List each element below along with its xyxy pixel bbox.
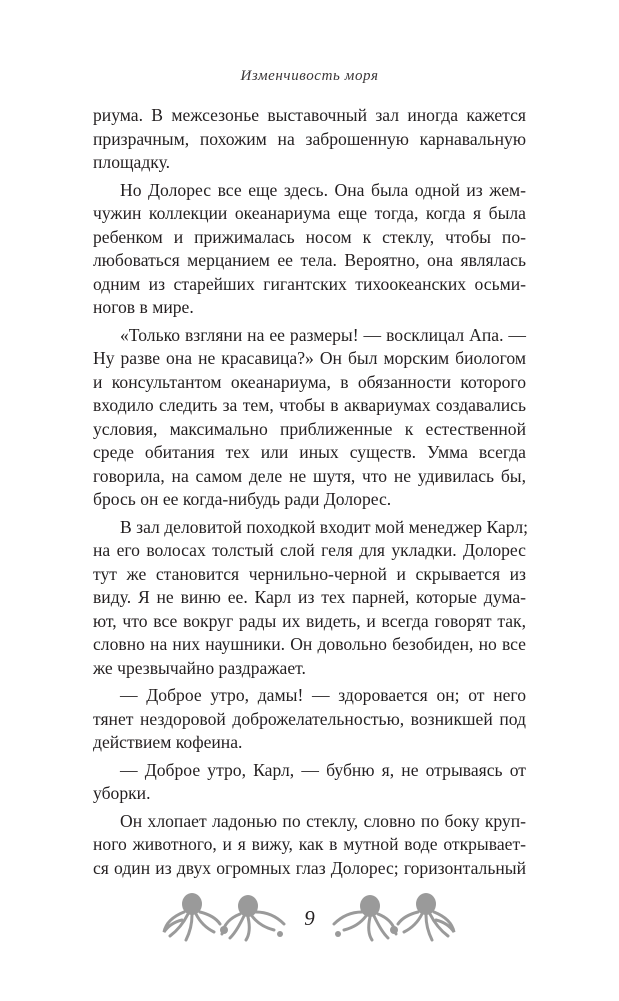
- octopus-ornament-right-icon: [328, 890, 458, 944]
- running-title: Изменчивость моря: [240, 68, 379, 84]
- text-line: «Только взгляни на ее размеры! — восклицал Апа. —: [120, 324, 526, 345]
- text-line: Но Долорес все еще здесь. Она была одной из жем-: [120, 179, 526, 200]
- text-line: ют, что все вокруг рады их видеть, и всегда говорят так,: [93, 610, 526, 631]
- text-line: уборки.: [93, 783, 151, 803]
- text-line: ся один из двух огромных глаз Долорес; горизонтальный: [93, 857, 526, 878]
- text-line: словно на них наушники. Он довольно безобиден, но все: [93, 634, 526, 654]
- text-line: на его волосах толстый слой геля для укладки. Долорес: [93, 540, 526, 560]
- text-line: риума. В межсезонье выставочный зал иногда кажется: [93, 105, 526, 125]
- page-footer: [0, 890, 619, 950]
- text-line: брось он ее когда-нибудь ради Долорес.: [93, 489, 392, 509]
- text-line: любоваться мерцанием ее тела. Вероятно, она являлась: [93, 250, 526, 270]
- text-line: входило следить за тем, чтобы в аквариумах создавались: [93, 395, 526, 415]
- text-line: виду. Я не виню ее. Карл из тех парней, которые дума-: [93, 587, 526, 607]
- text-line: тут же становится чернильно-черной и скрывается из: [93, 563, 526, 584]
- text-line: — Доброе утро, Карл, — бубню я, не отрываясь от: [120, 759, 526, 780]
- text-line: говорила, на самом деле не шутя, что не удивилась бы,: [93, 465, 526, 486]
- text-line: Ну разве она не красавица?» Он был морским биологом: [93, 348, 526, 368]
- text-line: одним из старейших гигантских тихоокеанских осьми-: [93, 273, 526, 294]
- text-line: же чрезвычайно раздражает.: [93, 657, 306, 678]
- text-line: чужин коллекции океанариума еще тогда, когда я была: [93, 203, 526, 223]
- text-line: тянет нездоровой доброжелательностью, возникшей под: [93, 708, 526, 729]
- text-line: условия, максимально приближенные к естественной: [93, 418, 526, 439]
- text-line: Он хлопает ладонью по стеклу, словно по боку круп-: [120, 810, 526, 831]
- text-line: среде обитания тех или иных существ. Умма всегда: [93, 442, 526, 462]
- text-line: призрачным, похожим на заброшенную карнавальную: [93, 128, 526, 149]
- body-text: [93, 104, 529, 880]
- text-line: ногов в мире.: [93, 297, 194, 317]
- text-line: ребенком и прижималась носом к стеклу, чтобы по-: [93, 226, 526, 247]
- text-line: действием кофеина.: [93, 732, 243, 752]
- text-line: — Доброе утро, дамы! — здоровается он; от него: [120, 685, 526, 705]
- text-line: и консультантом океанариума, в обязанности которого: [93, 371, 526, 392]
- text-line: ного животного, и я вижу, как в мутной воде открывает-: [93, 834, 526, 854]
- text-line: В зал деловитой походкой входит мой менеджер Карл;: [120, 516, 529, 537]
- text-line: площадку.: [93, 152, 171, 172]
- page-number: 9: [304, 906, 315, 930]
